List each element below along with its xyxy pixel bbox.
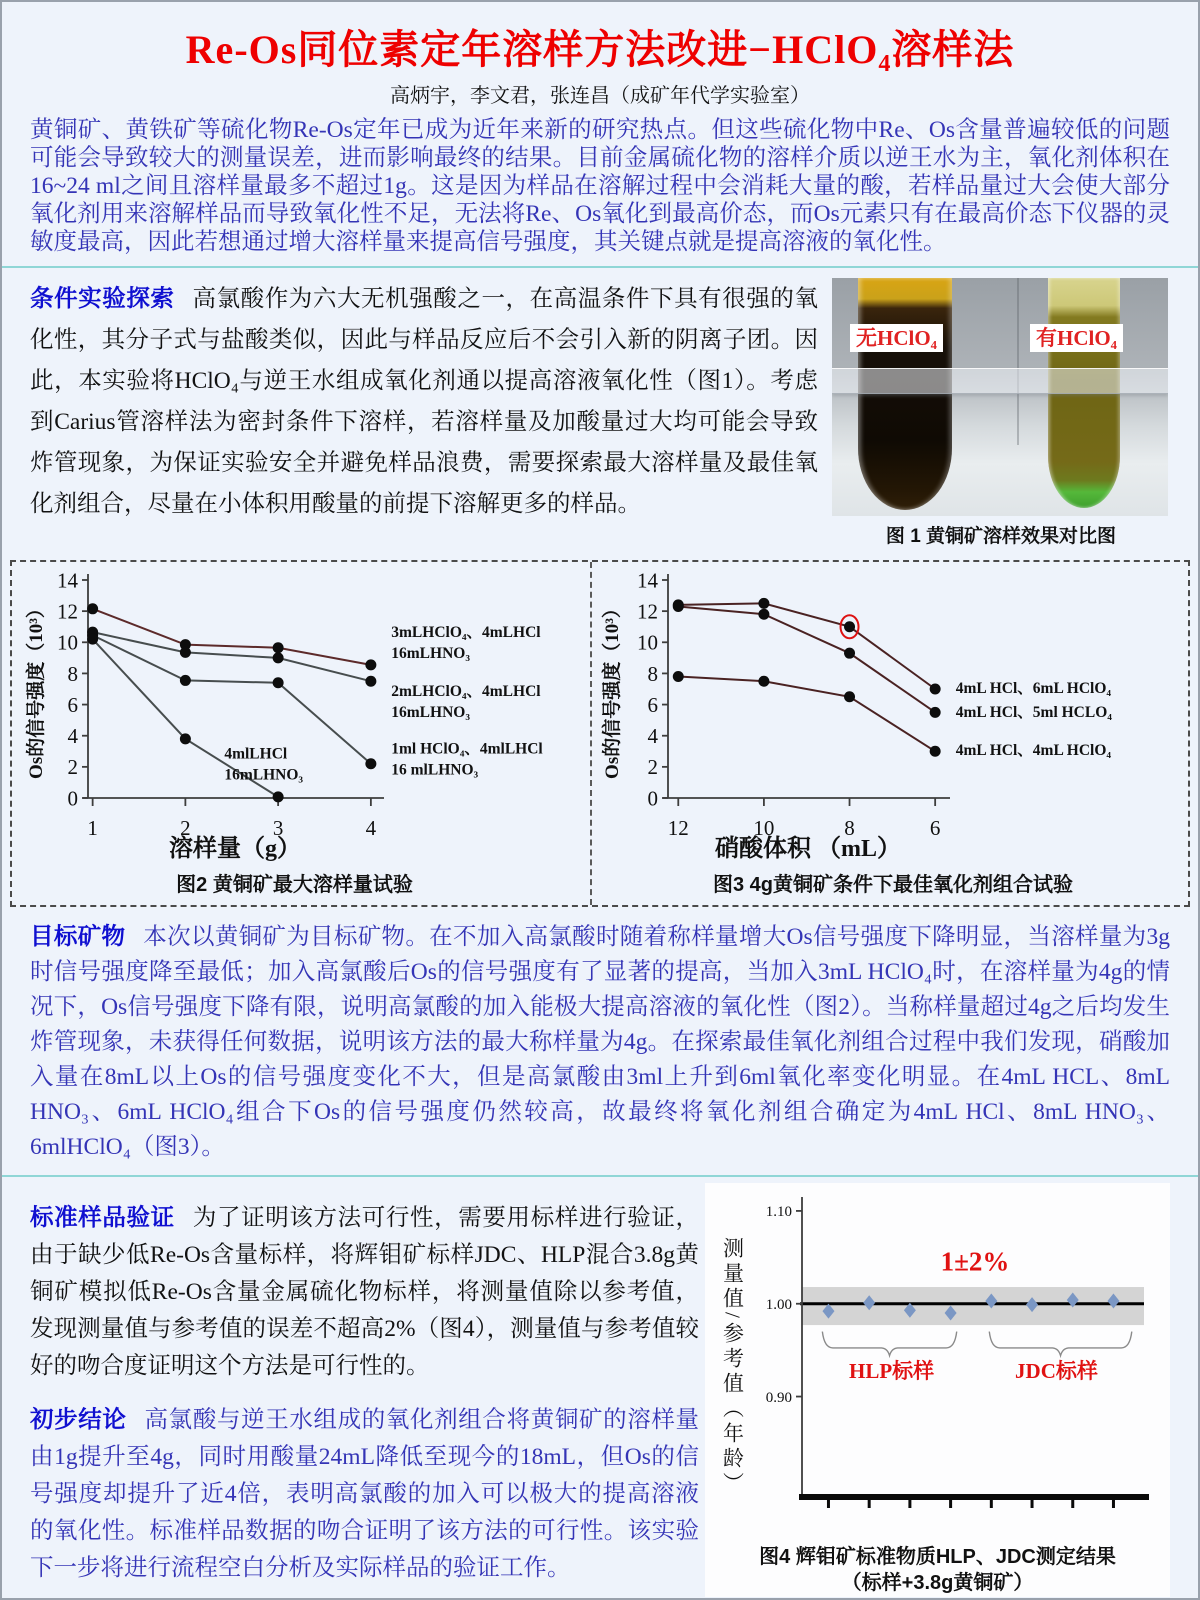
condition-section — [2, 268, 1198, 1165]
svg-text:12: 12 — [667, 816, 689, 840]
conclusion-paragraph — [30, 1401, 699, 1587]
svg-text:1: 1 — [87, 816, 98, 840]
svg-text:10: 10 — [637, 630, 658, 655]
svg-text:6: 6 — [647, 692, 658, 717]
fig4-y-axis-label: 测量值/参考值（年龄） — [720, 1236, 745, 1497]
svg-text:4mL HCl、6mL HClO₄: 4mL HCl、6mL HClO₄ — [955, 679, 1112, 697]
condition-heading: 条件实验探索 — [30, 285, 175, 311]
svg-text:10: 10 — [57, 630, 78, 655]
svg-text:Os的信号强度（10³）: Os的信号强度（10³） — [26, 599, 47, 779]
svg-text:3mLHClO₄、4mLHCl: 3mLHClO₄、4mLHCl — [391, 623, 541, 641]
bottom-text-column — [30, 1183, 699, 1597]
figure2-panel — [12, 562, 592, 905]
svg-text:16mLHNO₃: 16mLHNO₃ — [391, 704, 470, 722]
svg-text:16mLHNO₃: 16mLHNO₃ — [224, 766, 304, 784]
fig2-line-chart — [22, 568, 567, 868]
svg-text:2: 2 — [67, 755, 78, 780]
tube-rack-bar — [832, 368, 1168, 394]
figure3-panel — [592, 562, 1188, 905]
svg-text:6: 6 — [67, 692, 78, 717]
target-heading: 目标矿物 — [30, 923, 126, 949]
target-paragraph — [30, 919, 1170, 1165]
charts-panel — [10, 560, 1190, 907]
svg-text:4mL HCl、4mL HClO₄: 4mL HCl、4mL HClO₄ — [955, 742, 1112, 760]
label-no-hclo4: 无HClO₄ — [850, 324, 943, 352]
svg-text:0: 0 — [67, 786, 78, 811]
svg-text:4: 4 — [647, 724, 658, 749]
standard-text: 为了证明该方法可行性，需要用标样进行验证，由于缺少低Re-Os含量标样，将辉钼矿标样JDC、HLP混合3.8g黄铜矿模拟低Re-Os含量金属硫化物标样，将测量值除以参考值，发现测量值与参考值的误差不超高2%（图4），测量值与参考值较好的吻合度证明这个方法是可行性的。 — [30, 1205, 700, 1379]
conclusion-text: 高氯酸与逆王水组成的氧化剂组合将黄铜矿的溶样量由1g提升至4g，同时用酸量24mL降低至现今的18mL，但Os的信号强度却提升了近4倍，表明高氯酸的加入可以极大的提高溶液的氧化性。标准样品数据的吻合证明了该方法的可行性。该实验下一步将进行流程空白分析及实际样品的验证工作。 — [30, 1407, 700, 1581]
svg-text:JDC标样: JDC标样 — [1014, 1358, 1098, 1383]
svg-text:4: 4 — [67, 724, 78, 749]
fig4-scatter-chart — [748, 1189, 1158, 1544]
svg-text:0: 0 — [647, 786, 658, 811]
intro-paragraph: 黄铜矿、黄铁矿等硫化物Re-Os定年已成为近年来新的研究热点。但这些硫化物中Re、Os含量普遍较低的问题可能会导致较大的测量误差，进而影响最终的结果。目前金属硫化物的溶样介质以逆王水为主，氧化剂体积在16~24 ml之间且溶样量最多不超过1g。这是因为样品在溶解过程中会消耗大量的酸，若样品量过大会使大部分氧化剂用来溶解样品而导致氧化性不足，无法将Re、Os氧化到最高价态，而Os元素只有在最高价态下仪器的灵敏度最高，因此若想通过增大溶样量来提高信号强度，其关键点就是提高溶液的氧化性。 — [30, 117, 1170, 255]
svg-text:12: 12 — [637, 599, 658, 624]
svg-text:4: 4 — [365, 816, 377, 840]
poster-content — [2, 18, 1198, 256]
svg-text:6: 6 — [929, 816, 941, 840]
bottom-section — [2, 1183, 1198, 1597]
svg-text:14: 14 — [57, 568, 78, 593]
conclusion-heading: 初步结论 — [30, 1406, 127, 1432]
svg-text:1.00: 1.00 — [765, 1296, 792, 1313]
svg-text:14: 14 — [637, 568, 658, 593]
svg-text:12: 12 — [57, 599, 78, 624]
figure4-caption — [759, 1544, 1116, 1596]
svg-text:2: 2 — [180, 816, 191, 840]
figure4-panel — [705, 1183, 1170, 1597]
svg-text:2: 2 — [647, 755, 658, 780]
svg-text:Os的信号强度（10³）: Os的信号强度（10³） — [602, 599, 623, 779]
svg-text:4mL HCl、5ml HCLO₄: 4mL HCl、5ml HCLO₄ — [955, 704, 1112, 722]
photo-background-seam — [1017, 278, 1019, 445]
svg-text:16mLHNO₃: 16mLHNO₃ — [391, 644, 470, 662]
svg-text:8: 8 — [647, 661, 658, 686]
svg-text:8: 8 — [67, 661, 78, 686]
authors-line: 高炳宇，李文君，张连昌（成矿年代学实验室） — [390, 85, 810, 107]
svg-text:1.10: 1.10 — [765, 1204, 792, 1221]
section-divider-bottom — [2, 1175, 1198, 1177]
condition-paragraph — [30, 278, 818, 548]
condition-text: 高氯酸作为六大无机强酸之一，在高温条件下具有很强的氧化性，其分子式与盐酸类似，因此与样品反应后不会引入新的阴离子团。因此，本实验将HClO₄与逆王水组成氧化剂通以提高溶液氧化性（图1）。考虑到Carius管溶样法为密封条件下溶样，若溶样量及加酸量过大均可能会导致炸管现象，为保证实验安全并避免样品浪费，需要探索最大溶样量及最佳氧化剂组合，尽量在小体积用酸量的前提下溶解更多的样品。 — [30, 286, 818, 517]
label-with-hclo4: 有HClO₄ — [1030, 324, 1123, 352]
figure1 — [832, 278, 1170, 548]
figure1-caption: 图 1 黄铜矿溶样效果对比图 — [885, 526, 1117, 547]
svg-text:10: 10 — [753, 816, 775, 840]
target-text: 本次以黄铜矿为目标矿物。在不加入高氯酸时随着称样量增大Os信号强度下降明显，当溶样量为3g时信号强度降至最低；加入高氯酸后Os的信号强度有了显著的提高，当加入3mL HClO₄时，在溶样量为4g的情况下，Os信号强度下降有限，说明高氯酸的加入能极大提高溶液的氧化性（图2）。当称样量超过4g之后均发生炸管现象，未获得任何数据，说明该方法的最大称样量为4g。在探索最佳氧化剂组合过程中我们发现，硝酸加入量在8mL以上Os的信号强度变化不大，但是高氯酸由3ml上升到6ml氧化率变化明显。在4mL HCL、8mL HNO₃、6mL HClO₄组合下Os的信号强度仍然较高，故最终将氧化剂组合确定为4mL HCl、8mL HNO₃、6mlHClO₄（图3）。 — [30, 924, 1170, 1160]
svg-text:16 mlLHNO₃: 16 mlLHNO₃ — [391, 761, 479, 779]
svg-text:1±2%: 1±2% — [940, 1246, 1009, 1277]
svg-text:8: 8 — [844, 816, 855, 840]
figure3-caption: 图3 4g黄铜矿条件下最佳氧化剂组合试验 — [712, 874, 1074, 896]
svg-text:硝酸体积 （mL）: 硝酸体积 （mL） — [715, 836, 901, 862]
standard-paragraph — [30, 1199, 699, 1385]
svg-text:2mLHClO₄、4mLHCl: 2mLHClO₄、4mLHCl — [391, 683, 541, 701]
figure1-photo — [832, 278, 1168, 516]
figure4-caption-line2: （标样+3.8g黄铜矿） — [841, 1572, 1034, 1594]
fig3-line-chart — [598, 568, 1188, 868]
svg-text:HLP标样: HLP标样 — [848, 1358, 934, 1383]
svg-text:3: 3 — [272, 816, 284, 840]
svg-text:溶样量（g）: 溶样量（g） — [169, 836, 301, 862]
page-title: Re-Os同位素定年溶样方法改进−HClO₄溶样法 — [185, 27, 1015, 72]
svg-text:4mlLHCl: 4mlLHCl — [224, 745, 288, 763]
standard-heading: 标准样品验证 — [30, 1204, 175, 1230]
svg-text:1ml HClO₄、4mlLHCl: 1ml HClO₄、4mlLHCl — [391, 740, 543, 758]
figure4-caption-line1: 图4 辉钼矿标准物质HLP、JDC测定结果 — [759, 1546, 1116, 1568]
test-tube-without-hclo4 — [858, 278, 952, 510]
figure2-caption: 图2 黄铜矿最大溶样量试验 — [176, 874, 413, 896]
svg-text:0.90: 0.90 — [765, 1389, 792, 1406]
